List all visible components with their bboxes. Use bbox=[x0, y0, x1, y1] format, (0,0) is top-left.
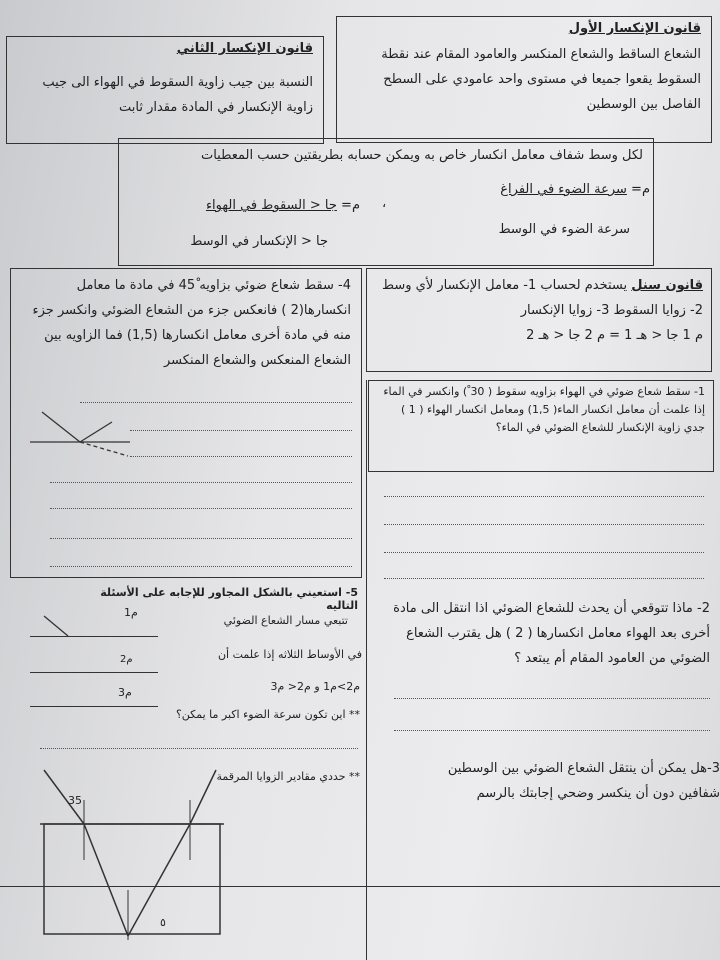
question-5-relation: م2>م1 و م2< م3 bbox=[270, 680, 360, 693]
answer-line bbox=[394, 698, 710, 699]
page-bottom-border bbox=[0, 886, 720, 887]
answer-line bbox=[384, 496, 704, 497]
question-3-text: 3-هل يمكن أن ينتقل الشعاع الضوئي بين الوسطين شفافين دون أن ينكسر وضحي إجابتك بالرسم bbox=[447, 761, 720, 801]
answer-line bbox=[130, 430, 352, 431]
question-5-speed-question: ** اين تكون سرعة الضوء اكبر ما يمكن؟ bbox=[175, 708, 360, 721]
formula-separator: ، bbox=[382, 196, 387, 211]
question-4-text: 4- سقط شعاع ضوئي بزاويه 45ْ في مادة ما معامل انكسارها(2 ) فانعكس جزء من الشعاع الضوئي وانكسر جزء منه في مادة أخرى معامل انكسارها (1,5) فما الزاويه بين الشعاع المنعكس والشعاع المنكسر bbox=[32, 278, 351, 368]
formula-speed-denominator: سرعة الضوء في الوسط bbox=[498, 222, 630, 237]
question-5-angle-diagram bbox=[40, 760, 240, 960]
medium-boundary bbox=[30, 672, 158, 673]
first-law-box bbox=[336, 16, 712, 143]
question-5-media: في الأوساط الثلاثه إذا علمت أن bbox=[217, 648, 362, 661]
question-1-box bbox=[368, 380, 714, 472]
question-5-trace: تتبعي مسار الشعاع الضوئي bbox=[223, 614, 348, 627]
answer-line bbox=[384, 524, 704, 525]
angle-mark-label: ٥ bbox=[160, 916, 166, 929]
snell-uses: يستخدم لحساب 1- معامل الإنكسار لأي وسط bbox=[382, 278, 628, 293]
answer-line bbox=[50, 538, 352, 539]
answer-line bbox=[50, 508, 352, 509]
question-1-text: 1- سقط شعاع ضوئي في الهواء بزاويه سقوط ( 30 ْ) وانكسر في الماء إذا علمت أن معامل انكسار الماء( 1,5) ومعامل انكسار الهواء ( 1 ) جدي زاوية الإنكسار للشعاع الضوئي في الماء؟ bbox=[383, 385, 705, 434]
medium-1-label: م1 bbox=[124, 606, 138, 619]
second-law-text: النسبة بين جيب زاوية السقوط في الهواء الى جيب زاوية الإنكسار في المادة مقدار ثابت bbox=[42, 75, 313, 115]
refractive-index-intro: لكل وسط شفاف معامل انكسار خاص به ويمكن حسابه بطريقتين حسب المعطيات bbox=[200, 148, 643, 163]
snell-title: قانون سنل bbox=[631, 278, 703, 293]
first-law-title: قانون الإنكسار الأول bbox=[568, 21, 701, 36]
question-2-text: 2- ماذا تتوقعي أن يحدث للشعاع الضوئي اذا انتقل الى مادة أخرى بعد الهواء معامل انكسارها ( 2 ) هل يقترب الشعاع الضوئي من العامود المقام أم يبتعد ؟ bbox=[393, 601, 710, 666]
answer-line bbox=[384, 578, 704, 579]
snell-law-box bbox=[366, 268, 712, 372]
question-5-text: 5- استعيني بالشكل المجاور للإجابه على الأسئلة التاليه bbox=[100, 586, 358, 612]
formula-speed-numerator: سرعة الضوء في الفراغ bbox=[500, 182, 627, 197]
angle-35-label: 35 bbox=[68, 794, 82, 807]
second-law-title: قانون الإنكسار الثاني bbox=[176, 41, 313, 56]
formula-speed bbox=[450, 182, 650, 197]
answer-line bbox=[50, 482, 352, 483]
snell-line-1 bbox=[375, 273, 703, 298]
answer-line bbox=[394, 730, 710, 731]
first-law-text: الشعاع الساقط والشعاع المنكسر والعامود المقام عند نقطة السقوط يقعوا جميعا في مستوى واحد عامودي على السطح الفاصل بين الوسطين bbox=[381, 47, 701, 112]
medium-3-label: م3 bbox=[118, 686, 132, 699]
formula-speed-prefix: م= bbox=[631, 182, 650, 197]
answer-line bbox=[40, 748, 358, 749]
answer-line bbox=[384, 552, 704, 553]
snell-formula: م 1 جا < هـ 1 = م 2 جا < هـ 2 bbox=[526, 328, 703, 343]
column-divider bbox=[366, 380, 367, 960]
answer-line bbox=[130, 456, 352, 457]
question-5-angles-question: ** حددي مقادير الزوايا المرقمة bbox=[216, 770, 360, 783]
formula-sine-prefix: م= bbox=[341, 198, 360, 213]
question-5-ray-diagram bbox=[40, 612, 80, 642]
medium-2-label: م2 bbox=[120, 654, 133, 665]
formula-sine bbox=[150, 198, 360, 213]
second-law-box bbox=[6, 36, 324, 144]
question-4-diagram bbox=[30, 398, 140, 468]
snell-line-2: 2- زوايا السقوط 3- زوايا الإنكسار bbox=[520, 303, 703, 318]
medium-boundary bbox=[30, 706, 158, 707]
formula-sine-numerator: جا < السقوط في الهواء bbox=[205, 198, 337, 213]
answer-line bbox=[80, 402, 352, 403]
answer-line bbox=[50, 566, 352, 567]
formula-sine-denominator: جا < الإنكسار في الوسط bbox=[190, 234, 328, 249]
